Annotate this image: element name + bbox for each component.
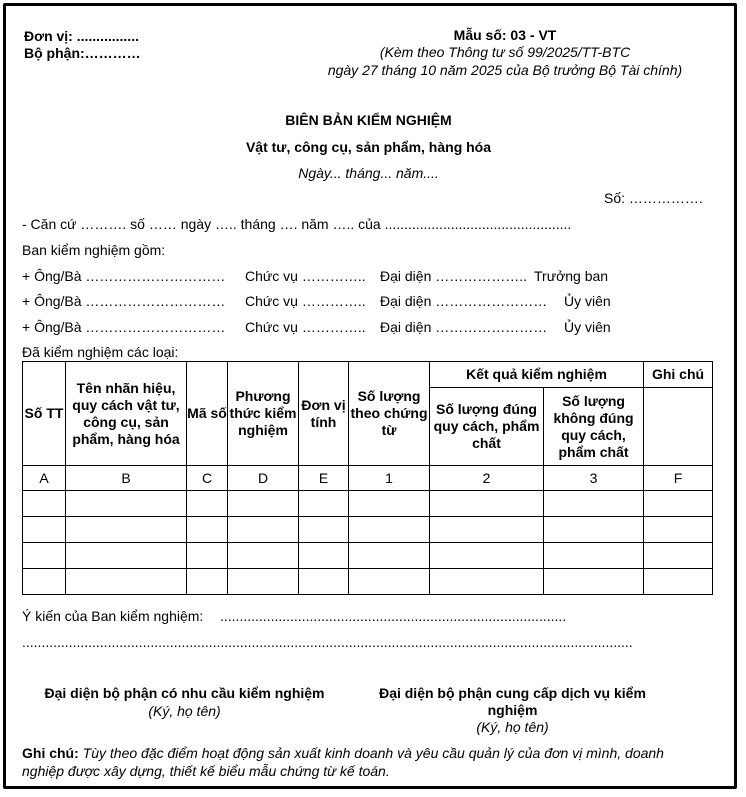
basis-line: - Căn cứ ………. số …… ngày ….. tháng …. năm ….. của ................................................ — [22, 216, 572, 232]
signature-left-subtitle: (Ký, họ tên) — [148, 703, 221, 719]
letter-cell: E — [299, 466, 349, 491]
circular-reference-1: (Kèm theo Thông tư số 99/2025/TT-BTC — [379, 44, 631, 60]
signature-right-subtitle: (Ký, họ tên) — [476, 719, 549, 735]
signature-right-title-1: Đại diện bộ phận cung cấp dịch vụ kiểm — [379, 685, 646, 701]
member-position: Chức vụ ………….. — [245, 319, 366, 335]
header-method: Phương thức kiểm nghiệm — [228, 362, 299, 466]
table-row — [23, 491, 713, 517]
letter-cell: 2 — [430, 466, 544, 491]
unit-field: Đơn vị: ................ — [24, 28, 139, 44]
member-role: Ủy viên — [564, 319, 611, 335]
letter-cell: 3 — [544, 466, 644, 491]
inspected-intro: Đã kiểm nghiệm các loại: — [22, 344, 179, 360]
letter-cell: D — [228, 466, 299, 491]
form-number: Mẫu số: 03 - VT — [453, 27, 557, 43]
footnote-line-1 — [22, 745, 664, 761]
member-representative: Đại diện …………………… — [380, 293, 548, 309]
header-result: Kết quả kiểm nghiệm — [430, 362, 644, 388]
signature-left-title: Đại diện bộ phận có nhu cầu kiểm nghiệm — [44, 685, 325, 701]
letter-cell: C — [187, 466, 228, 491]
opinion-dots-2: ............................................................................................................................................................. — [22, 634, 633, 650]
document-title: BIÊN BẢN KIỂM NGHIỆM — [285, 112, 452, 128]
member-representative: Đại diện ……………….. — [380, 268, 528, 284]
letter-cell: 1 — [349, 466, 430, 491]
header-code: Mã số — [187, 362, 228, 466]
committee-intro: Ban kiểm nghiệm gồm: — [22, 242, 166, 258]
opinion-dots-1: ......................................................................................... — [220, 608, 567, 624]
letter-cell: A — [23, 466, 66, 491]
header-qty-document: Số lượng theo chứng từ — [349, 362, 430, 466]
member-role: Ủy viên — [564, 293, 611, 309]
letter-cell: B — [66, 466, 187, 491]
footnote-text-2: nghiệp được xây dựng, thiết kế biểu mẫu chứng từ kế toán. — [22, 763, 390, 779]
letter-cell: F — [644, 466, 713, 491]
header-note-blank — [644, 388, 713, 466]
header-stt: Số TT — [23, 362, 66, 466]
document-subtitle: Vật tư, công cụ, sản phẩm, hàng hóa — [245, 139, 492, 155]
table-row — [23, 517, 713, 543]
header-note: Ghi chú — [644, 362, 713, 388]
member-role: Trưởng ban — [534, 268, 609, 284]
header-unit: Đơn vị tính — [299, 362, 349, 466]
header-qty-not-ok: Số lượng không đúng quy cách, phẩm chất — [544, 388, 644, 466]
inspection-table — [22, 361, 713, 595]
member-position: Chức vụ ………….. — [245, 293, 366, 309]
member-position: Chức vụ ………….. — [245, 268, 366, 284]
header-name: Tên nhãn hiệu, quy cách vật tư, công cụ, sản phẩm, hàng hóa — [66, 362, 187, 466]
table-row — [23, 569, 713, 595]
member-name: + Ông/Bà ………………………… — [22, 293, 226, 309]
member-name: + Ông/Bà ………………………… — [22, 268, 226, 284]
member-representative: Đại diện …………………… — [380, 319, 548, 335]
circular-reference-2: ngày 27 tháng 10 năm 2025 của Bộ trưởng Bộ Tài chính) — [327, 62, 683, 78]
document-number: Số: ……………. — [604, 190, 703, 206]
opinion-label: Ý kiến của Ban kiểm nghiệm: — [22, 608, 204, 624]
header-qty-ok: Số lượng đúng quy cách, phẩm chất — [430, 388, 544, 466]
table-row — [23, 543, 713, 569]
department-field: Bộ phận:………… — [24, 45, 141, 61]
footnote-label: Ghi chú: — [22, 745, 79, 761]
member-name: + Ông/Bà ………………………… — [22, 319, 226, 335]
footnote-text-1: Tùy theo đặc điểm hoạt động sản xuất kinh doanh và yêu cầu quản lý của đơn vị mình, doanh — [82, 745, 664, 761]
signature-right-title-2: nghiệm — [487, 702, 538, 718]
document-date: Ngày... tháng... năm.... — [298, 165, 439, 181]
